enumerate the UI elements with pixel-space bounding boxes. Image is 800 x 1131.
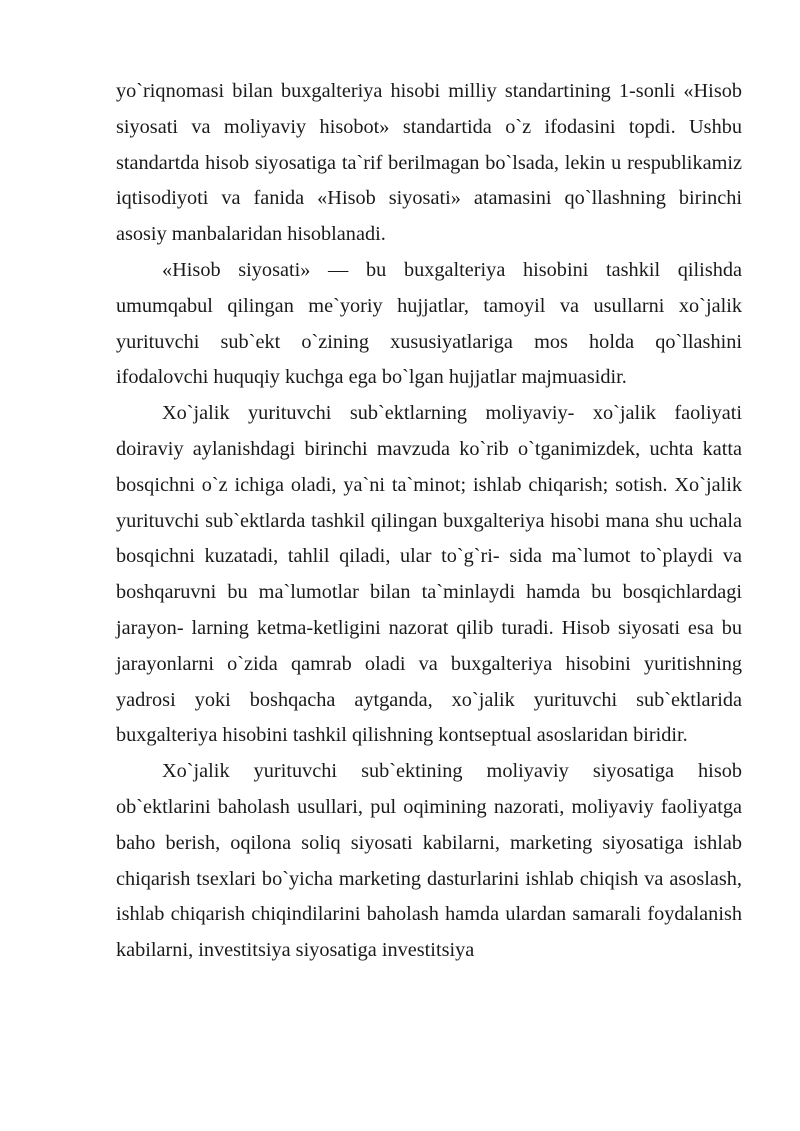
paragraph-3: Xo`jalik yurituvchi sub`ektlarning moliyaviy- xo`jalik faoliyati doiraviy aylanishdagi birinchi mavzuda ko`rib o`tganimizdek, uchta katta bosqichni o`z ichiga oladi, ya`ni ta`minot; ishlab chiqarish; sotish. Xo`jalik yurituvchi sub`ektlarda tashkil qilingan buxgalteriya hisobi mana shu uchala bosqichni kuzatadi, tahlil qiladi, ular to`g`ri- sida ma`lumot to`playdi va boshqaruvni bu ma`lumotlar bilan ta`minlaydi hamda bu bosqichlardagi jarayon- larning ketma-ketligini nazorat qilib turadi. Hisob siyosati esa bu jarayonlarni o`zida qamrab oladi va buxgalteriya hisobini yuritishning yadrosi yoki boshqacha aytganda, xo`jalik yurituvchi sub`ektlarida buxgalteriya hisobini tashkil qilishning kontseptual asoslaridan biridir. <box>116 402 742 747</box>
document-page <box>116 74 742 969</box>
paragraph-4: Xo`jalik yurituvchi sub`ektining moliyaviy siyosatiga hisob ob`ektlarini baholash usullari, pul oqimining nazorati, moliyaviy faoliyatga baho berish, oqilona soliq siyosati kabilarni, marketing siyosatiga ishlab chiqarish tsexlari bo`yicha marketing dasturlarini ishlab chiqish va asoslash, ishlab chiqarish chiqindilarini baholash hamda ulardan samarali foydalanish kabilarni, investitsiya siyosatiga investitsiya <box>116 760 742 962</box>
paragraph-1: yo`riqnomasi bilan buxgalteriya hisobi milliy standartining 1-sonli «Hisob siyosati va moliyaviy hisobot» standartida o`z ifodasini topdi. Ushbu standartda hisob siyosatiga ta`rif berilmagan bo`lsada, lekin u respublikamiz iqtisodiyoti va fanida «Hisob siyosati» atamasini qo`llashning birinchi asosiy manbalaridan hisoblanadi. <box>116 80 742 246</box>
paragraph-2: «Hisob siyosati» — bu buxgalteriya hisobini tashkil qilishda umumqabul qilingan me`yoriy hujjatlar, tamoyil va usullarni xo`jalik yurituvchi sub`ekt o`zining xususiyatlariga mos holda qo`llashini ifodalovchi huquqiy kuchga ega bo`lgan hujjatlar majmuasidir. <box>116 258 742 389</box>
